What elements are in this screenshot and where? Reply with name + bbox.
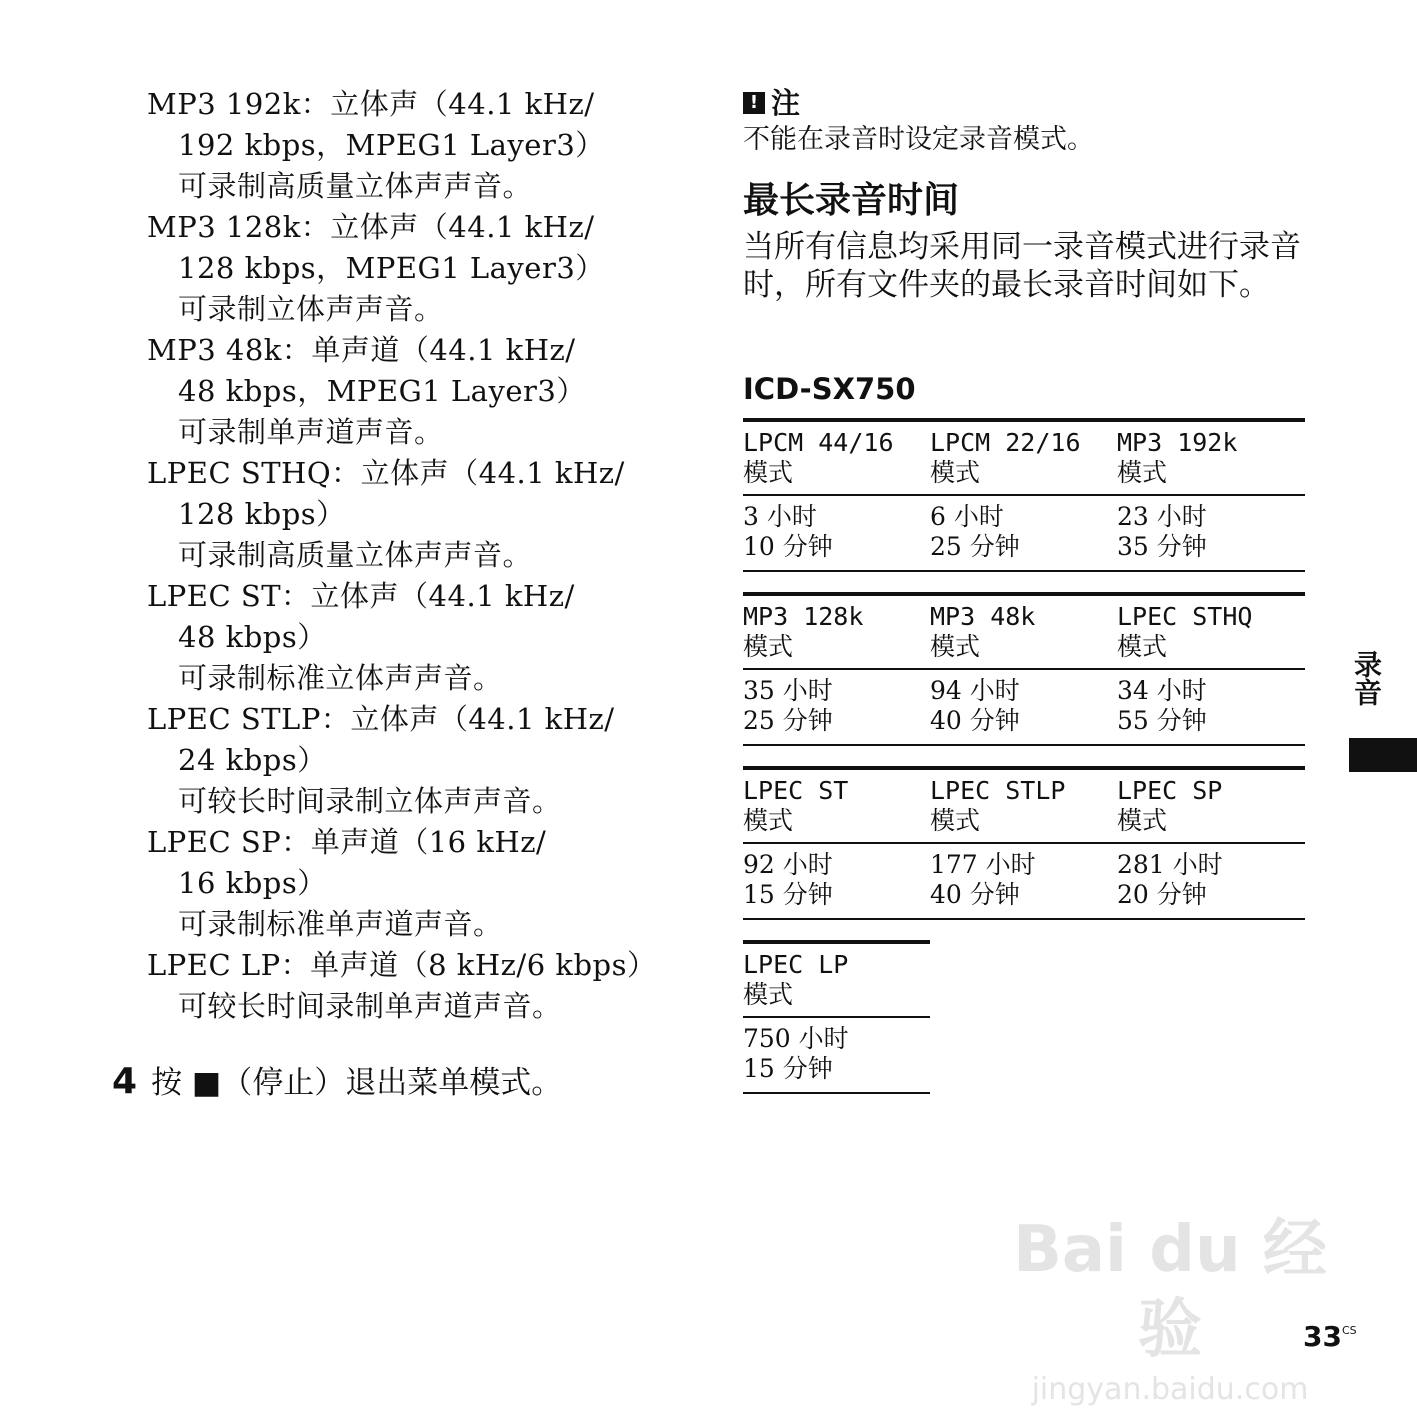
watermark <box>1005 1210 1335 1410</box>
mode-item <box>147 945 687 1027</box>
mode-description: 可录制标准立体声声音。 <box>178 661 503 695</box>
header-cell: MP3 192k 模式 <box>1117 428 1238 487</box>
header-cell: LPCM 44/16 模式 <box>743 428 894 487</box>
mode-description: 可录制立体声声音。 <box>178 292 444 326</box>
mode-item <box>147 822 687 945</box>
recording-time-table <box>743 940 930 1094</box>
table-value-row <box>743 670 1305 746</box>
step-number: 4 <box>112 1061 138 1102</box>
value-cell: 281 小时 20 分钟 <box>1117 850 1223 909</box>
mode-spec-line: LPEC ST：立体声（44.1 kHz/ <box>147 579 575 613</box>
mode-spec-line: 192 kbps，MPEG1 Layer3） <box>178 128 605 162</box>
side-tab-label: 录音 <box>1350 650 1383 706</box>
table-value-row <box>743 1018 930 1094</box>
model-heading: ICD-SX750 <box>743 372 916 406</box>
section-body: 当所有信息均采用同一录音模式进行录音时，所有文件夹的最长录音时间如下。 <box>743 229 1301 303</box>
caution-icon: ! <box>743 92 765 114</box>
note-heading <box>743 84 1094 122</box>
step-text: 按 ■（停止）退出菜单模式。 <box>151 1065 563 1101</box>
watermark-url: jingyan.baidu.com <box>1031 1372 1309 1407</box>
table-value-row <box>743 844 1305 920</box>
mode-description: 可较长时间录制单声道声音。 <box>178 989 562 1023</box>
mode-item <box>147 576 687 699</box>
table-header-row <box>743 422 1305 496</box>
mode-spec-line: 128 kbps，MPEG1 Layer3） <box>178 251 605 285</box>
recording-time-table <box>743 418 1305 572</box>
mode-spec-line: LPEC STLP：立体声（44.1 kHz/ <box>147 702 615 736</box>
note-title: 注 <box>771 86 801 120</box>
recording-time-table <box>743 766 1305 920</box>
value-cell: 94 小时 40 分钟 <box>930 676 1020 735</box>
page-suffix: CS <box>1341 1324 1357 1337</box>
mode-item <box>147 84 687 207</box>
mode-description: 可较长时间录制立体声声音。 <box>178 784 562 818</box>
value-cell: 35 小时 25 分钟 <box>743 676 833 735</box>
recording-mode-list <box>147 84 687 1027</box>
value-cell: 34 小时 55 分钟 <box>1117 676 1207 735</box>
value-cell: 750 小时 15 分钟 <box>743 1024 849 1083</box>
value-cell: 3 小时 10 分钟 <box>743 502 833 561</box>
mode-description: 可录制单声道声音。 <box>178 415 444 449</box>
mode-spec-line: LPEC STHQ：立体声（44.1 kHz/ <box>147 456 625 490</box>
mode-spec-line: LPEC SP：单声道（16 kHz/ <box>147 825 547 859</box>
note-section <box>743 84 1094 158</box>
value-cell: 6 小时 25 分钟 <box>930 502 1020 561</box>
value-cell: 23 小时 35 分钟 <box>1117 502 1207 561</box>
mode-description: 可录制高质量立体声声音。 <box>178 538 533 572</box>
mode-spec-line: 128 kbps） <box>178 497 346 531</box>
header-cell: LPCM 22/16 模式 <box>930 428 1081 487</box>
page-number: $33^{CS}$ <box>1303 1320 1357 1353</box>
header-cell: MP3 128k 模式 <box>743 602 864 661</box>
side-tab-marker <box>1349 738 1417 772</box>
header-cell: LPEC STLP 模式 <box>930 776 1066 835</box>
recording-time-table <box>743 592 1305 746</box>
mode-spec-line: LPEC LP：单声道（8 kHz/6 kbps） <box>147 948 657 982</box>
mode-spec-line: 16 kbps） <box>178 866 327 900</box>
mode-item <box>147 699 687 822</box>
mode-spec-line: MP3 128k：立体声（44.1 kHz/ <box>147 210 595 244</box>
note-body: 不能在录音时设定录音模式。 <box>743 124 1094 155</box>
value-cell: 177 小时 40 分钟 <box>930 850 1036 909</box>
mode-spec-line: 24 kbps） <box>178 743 327 777</box>
header-cell: LPEC ST 模式 <box>743 776 849 835</box>
table-header-row <box>743 770 1305 844</box>
step-4 <box>112 1060 562 1105</box>
watermark-logo: Bai du 经验 <box>1013 1213 1327 1367</box>
section-title: 最长录音时间 <box>743 180 960 221</box>
mode-spec-line: 48 kbps） <box>178 620 327 654</box>
mode-spec-line: MP3 48k：单声道（44.1 kHz/ <box>147 333 576 367</box>
mode-description: 可录制标准单声道声音。 <box>178 907 503 941</box>
mode-item <box>147 453 687 576</box>
mode-spec-line: 48 kbps，MPEG1 Layer3） <box>178 374 586 408</box>
header-cell: LPEC SP 模式 <box>1117 776 1223 835</box>
mode-description: 可录制高质量立体声声音。 <box>178 169 533 203</box>
mode-item <box>147 330 687 453</box>
header-cell: LPEC STHQ 模式 <box>1117 602 1253 661</box>
value-cell: 92 小时 15 分钟 <box>743 850 833 909</box>
header-cell: MP3 48k 模式 <box>930 602 1036 661</box>
mode-item <box>147 207 687 330</box>
header-cell: LPEC LP 模式 <box>743 950 849 1009</box>
mode-spec-line: MP3 192k：立体声（44.1 kHz/ <box>147 87 595 121</box>
table-header-row <box>743 596 1305 670</box>
table-value-row <box>743 496 1305 572</box>
table-header-row <box>743 944 930 1018</box>
